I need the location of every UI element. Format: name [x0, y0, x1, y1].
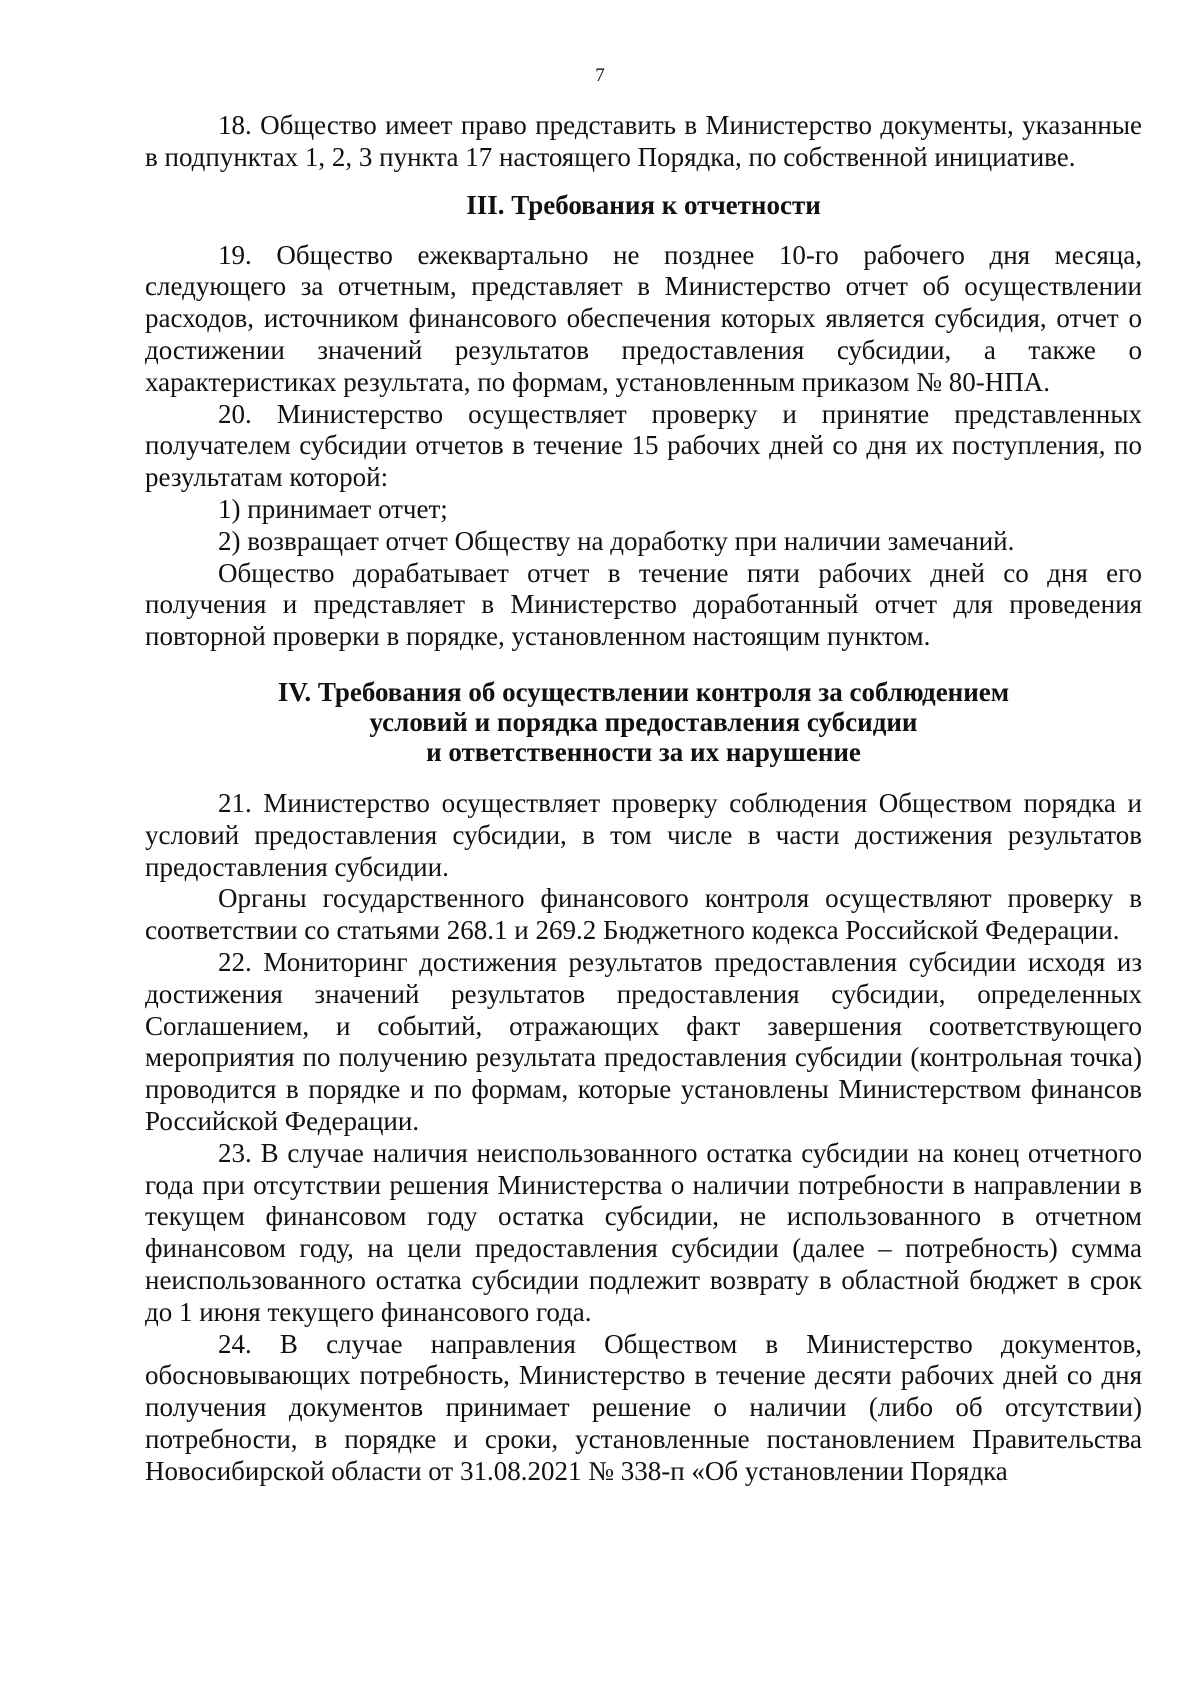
- paragraph-20: 20. Министерство осуществляет проверку и принятие представленных получателем субсидии отчетов в течение 15 рабочих дней со дня их поступления, по результатам которой:: [145, 398, 1142, 493]
- section-4-heading: [145, 677, 1142, 767]
- paragraph-24: 24. В случае направления Обществом в Министерство документов, обосновывающих потребность, Министерство в течение десяти рабочих дней со дня получения документов принимает решение о наличии (либо об отсутствии) потребности, в порядке и сроки, установленные постановлением Правительства Новосибирской области от 31.08.2021 № 338-п «Об установлении Порядка: [145, 1328, 1142, 1486]
- document-body: [145, 110, 1142, 1487]
- paragraph-20-item-2: 2) возвращает отчет Обществу на доработку при наличии замечаний.: [218, 525, 1015, 556]
- paragraph-20-item-1: 1) принимает отчет;: [218, 493, 448, 524]
- paragraph-23: 23. В случае наличия неиспользованного остатка субсидии на конец отчетного года при отсутствии решения Министерства о наличии потребности в направлении в текущем финансовом году остатка субсидии, не использованного в отчетном финансовом году, на цели предоставления субсидии (далее – потребность) сумма неиспользованного остатка субсидии подлежит возврату в областной бюджет в срок до 1 июня текущего финансового года.: [145, 1137, 1142, 1327]
- section-3-heading-line: III. Требования к отчетности: [466, 189, 821, 220]
- paragraph-21-continuation: Органы государственного финансового контроля осуществляют проверку в соответствии со статьями 268.1 и 269.2 Бюджетного кодекса Российской Федерации.: [145, 883, 1142, 946]
- paragraph-21: 21. Министерство осуществляет проверку соблюдения Обществом порядка и условий предоставления субсидии, в том числе в части достижения результатов предоставления субсидии.: [145, 787, 1142, 882]
- paragraph-19: 19. Общество ежеквартально не позднее 10-го рабочего дня месяца, следующего за отчетным, представляет в Министерство отчет об осуществлении расходов, источником финансового обеспечения которых является субсидия, отчет о достижении значений результатов предоставления субсидии, а также о характеристиках результата, по формам, установленным приказом № 80-НПА.: [145, 239, 1142, 397]
- section-4-heading-line-2: условий и порядка предоставления субсидии: [369, 706, 918, 737]
- section-4-heading-line-3: и ответственности за их нарушение: [426, 736, 861, 767]
- section-3-heading: [145, 190, 1142, 220]
- paragraph-22: 22. Мониторинг достижения результатов предоставления субсидии исходя из достижения значений результатов предоставления субсидии, определенных Соглашением, и событий, отражающих факт завершения соответствующего мероприятия по получению результата предоставления субсидии (контрольная точка) проводится в порядке и по формам, которые установлены Министерством финансов Российской Федерации.: [145, 946, 1142, 1136]
- section-4-heading-line-1: IV. Требования об осуществлении контроля за соблюдением: [277, 676, 1010, 707]
- page-number: 7: [595, 65, 605, 86]
- paragraph-18: 18. Общество имеет право представить в Министерство документы, указанные в подпунктах 1, 2, 3 пункта 17 настоящего Порядка, по собственной инициативе.: [145, 110, 1142, 172]
- paragraph-20-continuation: Общество дорабатывает отчет в течение пяти рабочих дней со дня его получения и представляет в Министерство доработанный отчет для проведения повторной проверки в порядке, установленном настоящим пунктом.: [145, 557, 1142, 652]
